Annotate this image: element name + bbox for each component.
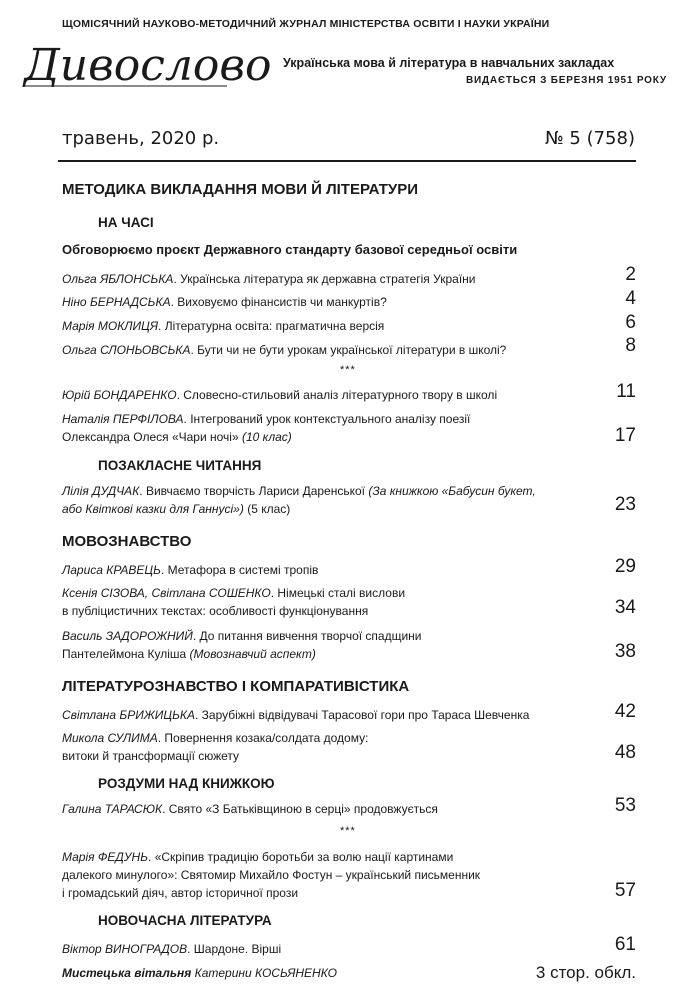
separator-stars: *** xyxy=(340,825,356,837)
toc-page-number: 61 xyxy=(614,934,636,955)
toc-entry[interactable]: Ольга СЛОНЬОВСЬКА. Бути чи не бути урокам української літератури в школі? xyxy=(62,343,507,357)
toc-page-number: 57 xyxy=(614,880,636,901)
theme-title: Обговорюємо проєкт Державного стандарту базової середньої освіти xyxy=(62,242,518,257)
section-title-linguistics: МОВОЗНАВСТВО xyxy=(62,533,192,550)
issue-date: травень, 2020 р. xyxy=(62,128,220,149)
separator-stars: *** xyxy=(340,364,356,376)
toc-entry[interactable]: Юрій БОНДАРЕНКО. Словесно-стильовий аналіз літературного твору в школі xyxy=(62,388,498,402)
toc-page-number: 17 xyxy=(614,425,636,446)
toc-page-number: 34 xyxy=(614,597,636,618)
header-rule xyxy=(58,160,636,162)
journal-subtitle: Українська мова й література в навчальних закладах xyxy=(283,56,615,70)
issue-number: № 5 (758) xyxy=(544,128,635,149)
toc-entry[interactable]: Микола СУЛИМА. Повернення козака/солдата додому: витоки й трансформації сюжету xyxy=(62,731,369,763)
toc-entry[interactable]: Лілія ДУДЧАК. Вивчаємо творчість Лариси Даренської (За книжкою «Бабусин букет, або Квіткові казки для Ганнусі») (5 клас) xyxy=(62,484,536,516)
cover-page-note: 3 стор. обкл. xyxy=(535,963,636,982)
section-title-literary-studies: ЛІТЕРАТУРОЗНАВСТВО І КОМПАРАТИВІСТИКА xyxy=(62,678,410,695)
toc-entry[interactable]: Марія МОКЛИЦЯ. Літературна освіта: прагматична версія xyxy=(62,319,385,333)
subsection-title-book-reflections: РОЗДУМИ НАД КНИЖКОЮ xyxy=(98,776,275,791)
toc-page-number: 6 xyxy=(625,312,636,333)
toc-page-number: 42 xyxy=(614,701,636,722)
toc-entry[interactable]: Марія ФЕДУНЬ. «Скріпив традицію боротьби за волю нації картинами далекого минулого»: Святомир Михайло Фостун – український письменник і громадський діяч, автор історичної прози xyxy=(62,850,481,900)
toc-page-number: 4 xyxy=(625,288,636,309)
toc-page-number: 23 xyxy=(614,494,636,515)
toc-entry[interactable]: Ольга ЯБЛОНСЬКА. Українська література як державна стратегія України xyxy=(62,272,476,286)
toc-entry[interactable]: Василь ЗАДОРОЖНИЙ. До питання вивчення творчої спадщини Пантелеймона Куліша (Мовознавчий аспект) xyxy=(62,629,422,661)
toc-page-number: 29 xyxy=(614,556,636,577)
cover-entry[interactable]: Мистецька вітальня Катерини КОСЬЯНЕНКО xyxy=(62,966,337,980)
subsection-title-modern-literature: НОВОЧАСНА ЛІТЕРАТУРА xyxy=(98,913,272,928)
toc-entry[interactable]: Наталія ПЕРФІЛОВА. Інтегрований урок контекстуального аналізу поезії Олександра Олеся «Чари ночі» (10 клас) xyxy=(62,412,471,444)
section-title-methodology: МЕТОДИКА ВИКЛАДАННЯ МОВИ Й ЛІТЕРАТУРИ xyxy=(62,181,419,198)
toc-page-number: 8 xyxy=(625,335,636,356)
toc-entry[interactable]: Світлана БРИЖИЦЬКА. Зарубіжні відвідувачі Тарасової гори про Тараса Шевченка xyxy=(62,708,530,722)
toc-entry[interactable]: Ксенія СІЗОВА, Світлана СОШЕНКО. Німецькі сталі вислови в публіцистичних текстах: особливості функціонування xyxy=(62,586,406,618)
toc-page-number: 53 xyxy=(614,795,636,816)
journal-logo xyxy=(22,28,272,98)
toc-page-number: 48 xyxy=(614,742,636,763)
toc-entry[interactable]: Лариса КРАВЕЦЬ. Метафора в системі тропів xyxy=(62,563,319,577)
toc-entry[interactable]: Віктор ВИНОГРАДОВ. Шардоне. Вірші xyxy=(62,942,282,956)
toc-entry[interactable]: Ніно БЕРНАДСЬКА. Виховуємо фінансистів чи манкуртів? xyxy=(62,295,387,309)
journal-since: ВИДАЄТЬСЯ З БЕРЕЗНЯ 1951 РОКУ xyxy=(466,75,667,86)
toc-entry[interactable]: Галина ТАРАСЮК. Свято «З Батьківщиною в серці» продовжується xyxy=(62,802,438,816)
subsection-title-current: НА ЧАСІ xyxy=(98,215,154,230)
logo-text: Дивослово xyxy=(24,40,272,91)
toc-page-number: 38 xyxy=(614,641,636,662)
subsection-title-extracurricular: ПОЗАКЛАСНЕ ЧИТАННЯ xyxy=(98,458,262,473)
toc-page-number: 11 xyxy=(616,381,636,402)
toc-page-number: 2 xyxy=(625,264,636,285)
journal-supertitle: ЩОМІСЯЧНИЙ НАУКОВО-МЕТОДИЧНИЙ ЖУРНАЛ МІНІСТЕРСТВА ОСВІТИ І НАУКИ УКРАЇНИ xyxy=(62,18,550,30)
